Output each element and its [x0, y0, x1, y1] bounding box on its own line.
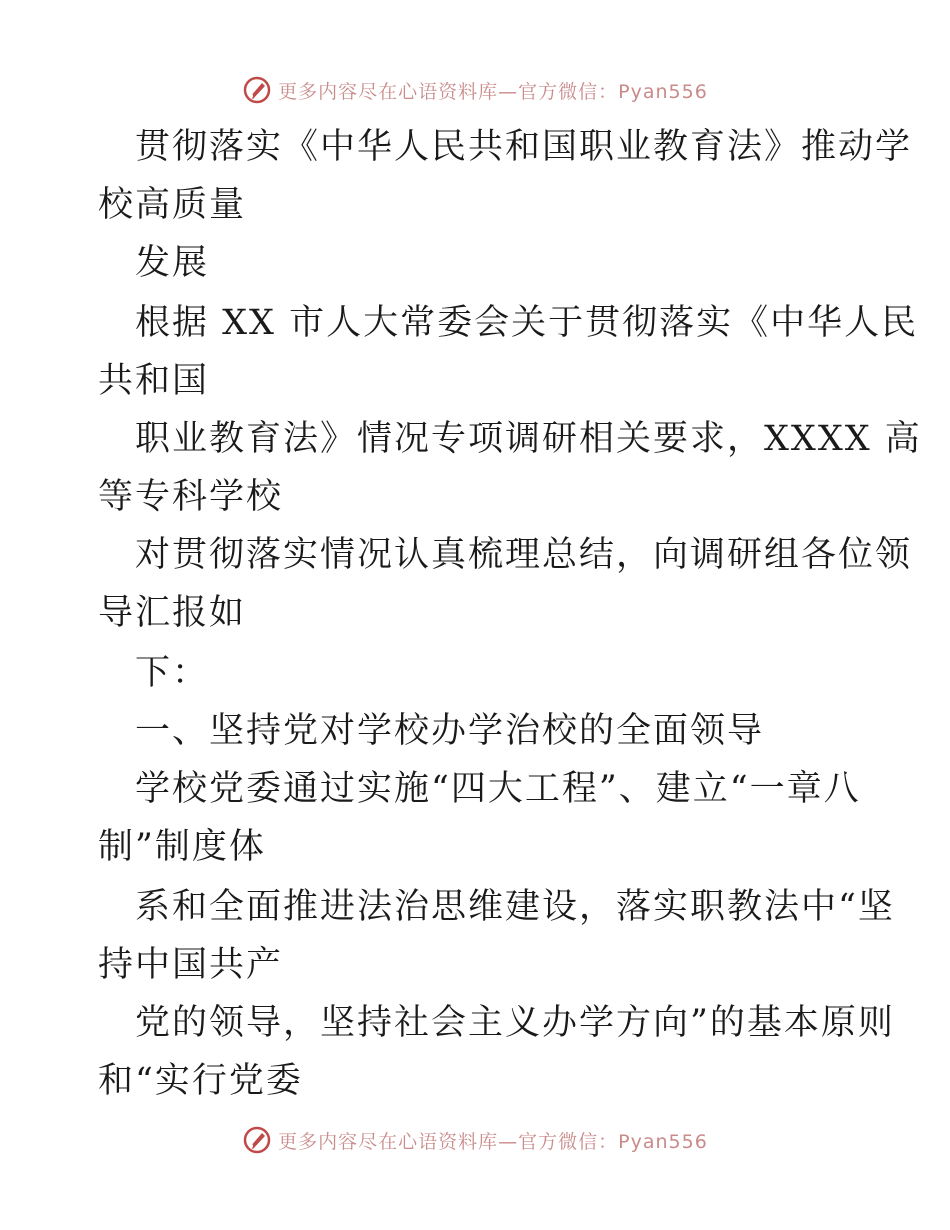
- text-line: 下：: [135, 653, 210, 693]
- text-line: 根据 XX 市人大常委会关于贯彻落实《中华人民: [135, 303, 919, 343]
- text-line: 共和国: [98, 361, 210, 401]
- text-line: 和“实行党委: [98, 1061, 303, 1101]
- text-line: 贯彻落实《中华人民共和国职业教育法》推动学: [135, 127, 913, 167]
- text-line: 职业教育法》情况专项调研相关要求，XXXX 高: [135, 419, 922, 459]
- text-line: 持中国共产: [98, 945, 284, 985]
- text-line: 党的领导，坚持社会主义办学方向”的基本原则: [135, 1003, 895, 1043]
- watermark-text: 更多内容尽在心语资料库—官方微信：Pyan556: [278, 1130, 708, 1153]
- watermark-text: 更多内容尽在心语资料库—官方微信：Pyan556: [278, 80, 708, 103]
- text-line: 校高质量: [98, 185, 247, 225]
- text-line: 学校党委通过实施“四大工程”、建立“一章八: [135, 769, 861, 809]
- pen-logo-icon: [242, 1125, 272, 1155]
- text-line: 制”制度体: [98, 827, 266, 867]
- text-line: 系和全面推进法治思维建设，落实职教法中“坚: [135, 887, 895, 927]
- text-line: 导汇报如: [98, 593, 247, 633]
- watermark-footer: [0, 1120, 950, 1160]
- section-heading: 一、坚持党对学校办学治校的全面领导: [135, 711, 765, 751]
- watermark-header: [0, 70, 950, 110]
- text-line: 发展: [135, 243, 210, 283]
- text-line: 对贯彻落实情况认真梳理总结，向调研组各位领: [135, 535, 913, 575]
- text-line: 等专科学校: [98, 477, 284, 517]
- pen-logo-icon: [242, 75, 272, 105]
